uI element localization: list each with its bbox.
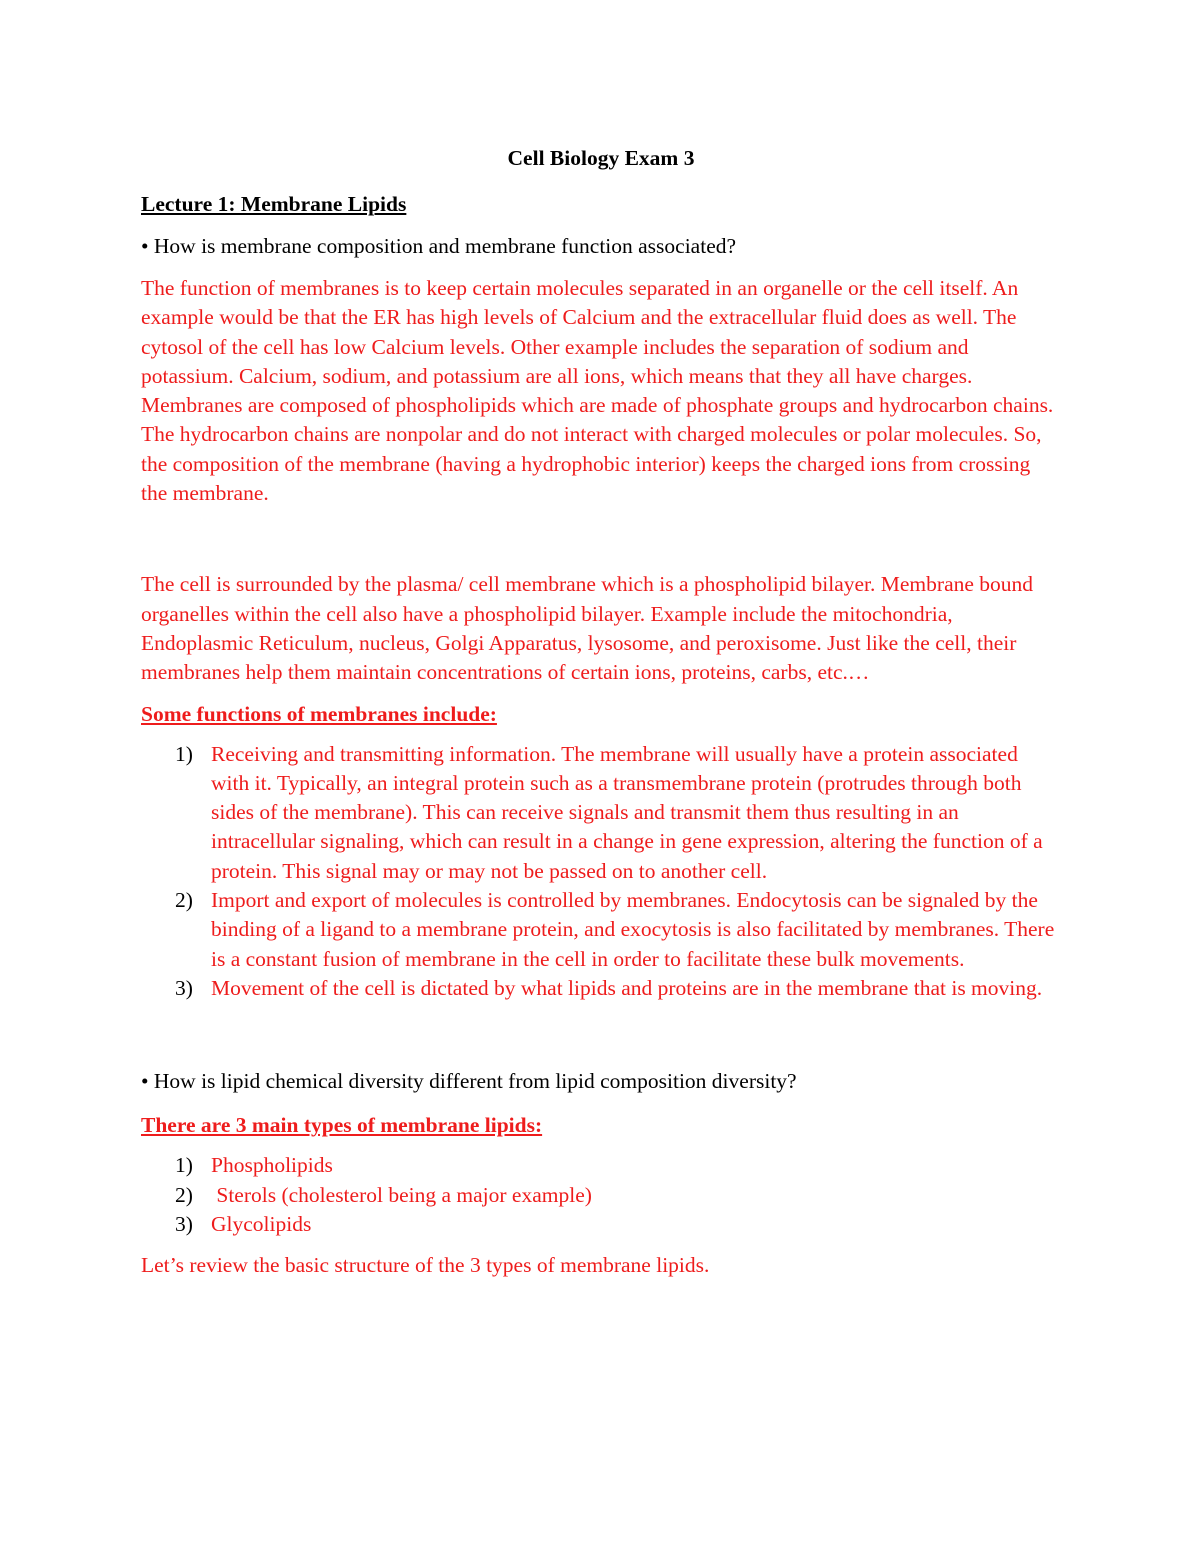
list-item (141, 974, 1061, 1003)
list-item-text: Movement of the cell is dictated by what lipids and proteins are in the membrane that is moving. (211, 975, 1043, 1000)
answer-paragraph-1: The function of membranes is to keep certain molecules separated in an organelle or the cell itself. An example would be that the ER has high levels of Calcium and the extracellular fluid does as well. The cytosol of the cell has low Calcium levels. Other example includes the separation of sodium and potassium. Calcium, sodium, and potassium are all ions, which means that they all have charges. Membranes are composed of phospholipids which are made of phosphate groups and hydrocarbon chains. The hydrocarbon chains are nonpolar and do not interact with charged molecules or polar molecules. So, the composition of the membrane (having a hydrophobic interior) keeps the charged ions from crossing the membrane. (141, 276, 1054, 506)
question-2: • How is lipid chemical diversity different from lipid composition diversity? (141, 1069, 797, 1094)
list-item (141, 1210, 1061, 1239)
list-item (141, 1151, 1061, 1180)
list-item (141, 1181, 1061, 1210)
functions-heading: Some functions of membranes include: (141, 701, 497, 726)
list-item-text: Receiving and transmitting information. The membrane will usually have a protein associated with it. Typically, an integral protein such as a transmembrane protein (protrudes through both sides of the membrane). This can receive signals and transmit them thus resulting in an intracellular signaling, which can result in a change in gene expression, altering the function of a protein. This signal may or may not be passed on to another cell. (211, 741, 1043, 883)
list-number: 2) (175, 888, 193, 913)
functions-list (141, 740, 1061, 1004)
lipid-types-list (141, 1151, 1061, 1239)
question-1: • How is membrane composition and membrane function associated? (141, 234, 737, 258)
list-item-text: Sterols (cholesterol being a major example) (211, 1182, 592, 1207)
list-number: 2) (175, 1182, 193, 1207)
answer-paragraph-2: The cell is surrounded by the plasma/ cell membrane which is a phospholipid bilayer. Membrane bound organelles within the cell also have a phospholipid bilayer. Example include the mitochondria, Endoplasmic Reticulum, nucleus, Golgi Apparatus, lysosome, and peroxisome. Just like the cell, their membranes help them maintain concentrations of certain ions, proteins, carbs, etc.… (141, 572, 1034, 685)
list-item-text: Phospholipids (211, 1153, 333, 1178)
list-number: 3) (175, 975, 193, 1000)
lecture-heading: Lecture 1: Membrane Lipids (141, 192, 407, 216)
list-item (141, 886, 1061, 974)
document-title: Cell Biology Exam 3 (507, 146, 695, 170)
types-heading: There are 3 main types of membrane lipids: (141, 1113, 543, 1138)
list-item (141, 740, 1061, 886)
list-item-text: Import and export of molecules is controlled by membranes. Endocytosis can be signaled by the binding of a ligand to a membrane protein, and exocytosis is also facilitated by membranes. There is a constant fusion of membrane in the cell in order to facilitate these bulk movements. (211, 888, 1055, 971)
list-number: 1) (175, 741, 193, 766)
list-number: 1) (175, 1153, 193, 1178)
closing-line: Let’s review the basic structure of the 3 types of membrane lipids. (141, 1253, 710, 1278)
document-page (141, 140, 1061, 1281)
list-number: 3) (175, 1211, 193, 1236)
spacer (141, 1003, 1061, 1065)
list-item-text: Glycolipids (211, 1211, 312, 1236)
